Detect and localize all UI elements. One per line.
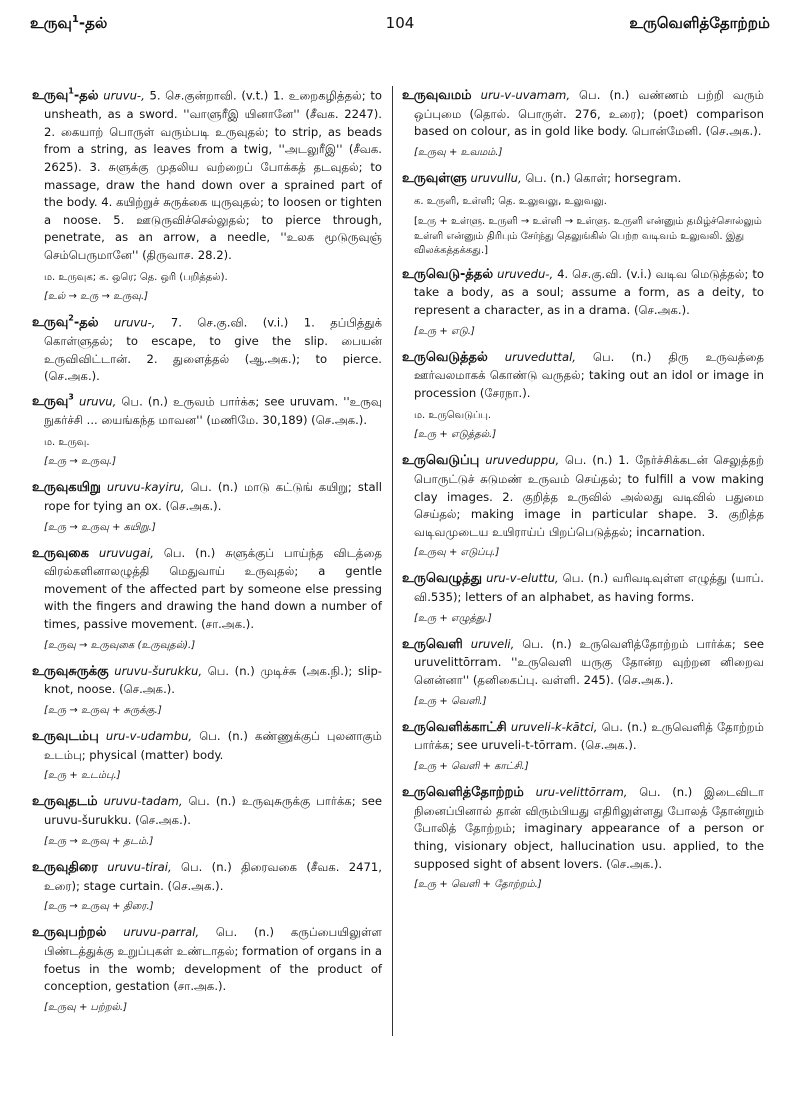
- dictionary-entry: [402, 169, 764, 189]
- entry-transliteration: uruvu-,: [113, 315, 156, 330]
- entry-cognates: ம. உருவு.: [44, 436, 90, 448]
- entry-headword: உருவுசுருக்கு: [32, 663, 109, 679]
- dictionary-entry: [402, 265, 764, 320]
- entry-transliteration: uruvugai,: [98, 545, 154, 560]
- entry-transliteration: uru-velittōrram,: [535, 785, 628, 800]
- entry-cognates: ம. உருவெடுப்பு.: [414, 409, 492, 421]
- dictionary-entry: [402, 569, 764, 606]
- entry-transliteration: uruvu-tirai,: [107, 859, 172, 874]
- entry-homonym-number: 1: [68, 87, 74, 96]
- dictionary-entry: [402, 86, 764, 141]
- entry-transliteration: uruvedu-,: [497, 266, 554, 281]
- entry-etymology: [உரு + எடு.]: [414, 325, 475, 337]
- entry-headword: உருவெடுப்பு: [402, 453, 480, 469]
- entry-etymology-note: [உரு + உள்ளு. உருளி → உள்ளி → உள்ளு. உருளி என்னும் தமிழ்ச்சொல்லும் உள்ளி என்னும் திரிபும் சேர்ந்து தெலுங்கில் பெற்ற வடிவம் உலுவலி. இது விலக்கத்தக்கது.]: [414, 216, 762, 257]
- entry-etymology: [உருவு + உவமம்.]: [414, 146, 503, 158]
- entry-etymology: [உருவு + எடுப்பு.]: [414, 547, 500, 559]
- entry-definition: பெ. (n.) வரிவடிவுள்ள எழுத்து (யாப். வி.535); letters of an alphabet, as having forms.: [414, 571, 764, 605]
- entry-etymology: [உரு + எடுத்தல்.]: [414, 429, 497, 441]
- entry-definition: பெ. (n.) முடிச்சு (அக.நி.); slip-knot, noose. (செ.அக.).: [44, 663, 382, 697]
- entry-transliteration: uruvu-šurukku,: [114, 663, 203, 678]
- entry-etymology: [உரு → உருவு + கயிறு.]: [44, 521, 156, 533]
- entry-headword-suffix: -தல்: [73, 315, 99, 331]
- entry-definition: பெ. (n.) உருவெளித்தோற்றம் பார்க்க; see uruvelittōrram. ''உருவெளி யருகு தோன்ற வுற்றன னிறைவ னென்னா'' (தனிகைப்பு. வள்ளி. 245). (செ.அக.).: [414, 636, 764, 688]
- entry-etymology: [உரு + எழுத்து.]: [414, 612, 492, 624]
- entry-etymology: [உருவு → உருவுகை (உருவுதல்).]: [44, 639, 196, 651]
- entry-headword: உருவெளிக்காட்சி: [402, 719, 507, 735]
- entry-etymology: [உருவு + பற்றல்.]: [44, 1001, 127, 1013]
- entry-headword: உருவுபற்றல்: [32, 925, 107, 941]
- entry-homonym-number: 3: [68, 392, 74, 402]
- entry-headword: உருவெளி: [402, 636, 463, 652]
- column-divider: [392, 86, 393, 1036]
- entry-headword: உருவு$^1$: [32, 87, 74, 104]
- entry-definition: பெ. (n.) சுளுக்குப் பாய்ந்த விடத்தை விரல்களினாலழுத்தி மெதுவாய் உருவுதல்; a gentle movement of the affected part by someone else pressing with the fingers and drawing the hand down a number of times, passive movement. (சா.அக.).: [44, 545, 383, 632]
- dictionary-entry: [32, 313, 382, 386]
- entry-definition: பெ. (n.) உருவெளித் தோற்றம் பார்க்க; see uruveli-t-tōrram. (செ.அக.).: [414, 719, 764, 753]
- entry-definition: பெ. (n.) கண்ணுக்குப் புலனாகும் உடம்பு; physical (matter) body.: [44, 729, 382, 762]
- entry-definition: பெ. (n.) கொள்; horsegram.: [521, 170, 682, 185]
- header-right-guide-word: உருவெளித்தோற்றம்: [629, 14, 770, 32]
- entry-definition: பெ. (n.) வண்ணம் பற்றி வரும் ஒப்புமை (தொல். பொருள். 276, உரை); (poet) comparison based on colour, as in gold like body. பொன்மேனி. (செ.அக.).: [414, 88, 765, 139]
- entry-etymology: [உரு → உருவு.]: [44, 456, 116, 468]
- entry-homonym-number: 2: [68, 314, 74, 324]
- entry-definition: 4. செ.கு.வி. (v.i.) வடிவ மெடுத்தல்; to take a body, as a soul; assume a form, as a deity, to represent a character, as in a drama. (செ.அக.).: [414, 266, 765, 318]
- entry-headword: உருவுதிரை: [32, 859, 98, 875]
- page-number: 104: [385, 14, 415, 32]
- entry-transliteration: uru-v-eluttu,: [486, 571, 559, 586]
- dictionary-entry: [32, 923, 382, 996]
- entry-definition: 7. செ.கு.வி. (v.i.) 1. தப்பித்துக் கொள்ளுதல்; to escape, to give the slip. பையன் உருவிவிட்டான். 2. துளைத்தல் (ஆ.அக.); to pierce. (செ.அக.).: [44, 315, 382, 384]
- entry-definition: பெ. (n.) இடைவிடா நினைப்பினால் தான் விரும்பியது எதிரிலுள்ளது போலத் தோன்றும் போலித் தோற்றம்; imaginary appearance of a person or thing, visionary object, hallucination usu. applied, to the supposed sight of absent lovers. (செ.அக.).: [414, 785, 764, 871]
- header-left-suffix: -தல்: [78, 14, 108, 32]
- entry-cognates: க. உருளி, உள்ளி; தெ. உலுவலு, உலுவலு.: [414, 195, 607, 207]
- entry-transliteration: uruveli-k-kātci,: [510, 719, 598, 734]
- entry-definition: பெ. (n.) கருப்பையிலுள்ள பிண்டத்துக்கு உறுப்புகள் உண்டாதல்; formation of organs in a foetus in the womb; development of the product of conception, gestation (சா.அக.).: [44, 925, 382, 994]
- dictionary-entry: [32, 662, 382, 699]
- entry-transliteration: uruveduppu,: [485, 453, 560, 468]
- entry-headword: உருவுவமம்: [402, 88, 472, 103]
- entry-headword: உருவெழுத்து: [402, 571, 483, 587]
- dictionary-entry: [32, 392, 382, 430]
- entry-transliteration: uruvu-,: [103, 88, 145, 103]
- entry-headword: உருவெடு: [402, 266, 461, 282]
- dictionary-entry: [402, 783, 764, 873]
- entry-definition: பெ. (n.) 1. நேர்ச்சிக்கடன் செலுத்தற் பொருட்டுச் சுடுமண் உருவம் செய்தல்; to fulfill a vow making clay images. 2. குறித்த உருவில் அல்லது வடிவில் பதுமை செய்தல்; making image in particular shape. 3. குறித்த வடிவமுடைய உயிராய்ப் பிறப்பெடுத்தல்; incarnation.: [414, 453, 764, 539]
- dictionary-entry: [32, 86, 382, 265]
- dictionary-entry: [32, 792, 382, 829]
- entry-headword: உருவு$^3$: [32, 392, 74, 410]
- entry-headword: உருவுகயிறு: [32, 480, 101, 496]
- dictionary-entry: [32, 858, 382, 895]
- entry-etymology: [உல் → உரு → உருவு.]: [44, 291, 149, 303]
- entry-headword: உருவுகை: [32, 545, 89, 561]
- entry-definition: பெ. (n.) உருவம் பார்க்க; see uruvam. ''உருவு நுகர்ச்சி ... யைங்கந்த மாவன'' (மணிமே. 30,189) (செ.அக.).: [44, 394, 382, 428]
- entry-etymology: [உரு + வெளி.]: [414, 695, 487, 707]
- entry-headword: உருவு$^2$: [32, 314, 74, 331]
- entry-transliteration: uruvu-parral,: [123, 925, 200, 940]
- dictionary-entry: [32, 478, 382, 515]
- page-header: [30, 12, 770, 38]
- entry-cognates: ம. உருவுக; க. ஒரெ; தெ. ஒரி (பறித்தல்).: [44, 271, 228, 283]
- right-column: [402, 86, 764, 901]
- entry-headword: உருவெளித்தோற்றம்: [402, 785, 524, 801]
- entry-headword: உருவுதடம்: [32, 794, 98, 810]
- entry-etymology: [உரு → உருவு + சுருக்கு.]: [44, 705, 162, 717]
- entry-definition: பெ. (n.) மாடு கட்டுங் கயிறு; stall rope for tying an ox. (செ.அக.).: [44, 480, 382, 513]
- entry-headword: உருவுள்ளு: [402, 170, 467, 186]
- entry-transliteration: uruvu-tadam,: [103, 794, 183, 809]
- entry-transliteration: uruvu,: [78, 394, 117, 409]
- dictionary-entry: [402, 718, 764, 755]
- entry-etymology: [உரு + வெளி + தோற்றம்.]: [414, 879, 542, 891]
- entry-transliteration: uruvu-kayiru,: [106, 480, 185, 495]
- entry-headword-suffix: -த்தல்: [460, 266, 494, 282]
- entry-definition: பெ. (n.) திரு உருவத்தை ஊர்வலமாகக் கொண்டு வருதல்; taking out an idol or image in procession (சேரநா.).: [414, 349, 764, 401]
- entry-transliteration: uruveli,: [470, 636, 515, 651]
- entry-transliteration: uruveduttal,: [504, 349, 576, 364]
- entry-definition: பெ. (n.) திரைவகை (சீவக. 2471, உரை); stage curtain. (செ.அக.).: [44, 859, 382, 893]
- header-left-word: உருவு: [30, 14, 72, 32]
- entry-transliteration: uru-v-udambu,: [105, 729, 193, 744]
- dictionary-entry: [32, 544, 382, 634]
- left-column: [32, 86, 382, 1024]
- entry-etymology: [உரு + வெளி + காட்சி.]: [414, 761, 529, 773]
- dictionary-entry: [402, 451, 764, 541]
- entry-etymology: [உரு → உருவு + தடம்.]: [44, 835, 154, 847]
- entry-transliteration: uruvullu,: [470, 170, 522, 185]
- dictionary-entry: [32, 727, 382, 764]
- entry-transliteration: uru-v-uvamam,: [480, 88, 571, 102]
- entry-definition: பெ. (n.) உருவுசுருக்கு பார்க்க; see uruvu-šurukku. (செ.அக.).: [44, 794, 382, 828]
- entry-etymology: [உரு + உடம்பு.]: [44, 770, 121, 782]
- entry-etymology: [உரு → உருவு + திரை.]: [44, 901, 154, 913]
- dictionary-entry: [402, 348, 764, 403]
- dictionary-entry: [402, 635, 764, 690]
- entry-headword-suffix: -தல்: [73, 88, 99, 104]
- entry-definition: 5. செ.குன்றாவி. (v.t.) 1. உறைகழித்தல்; to unsheath, as a sword. ''வாளுரீஇ யினானே'' (சீவக. 2247). 2. கையாற் பொருள் வரும்படி உருவுதல்; to strip, as beads from a string, as leaves from a twig, ''அடலுரீஇ'' (சீவக. 2625). 3. சுளுக்கு முதலிய வற்றைப் போக்கத் தடவுதல்; to massage, draw the hand down over a sprained part of the body. 4. கயிற்றுச் சுருக்கை யுருவுதல்; to loosen or tighten a noose. 5. ஊடுருவிச்செல்லுதல்; to pierce through, penetrate, as an arrow, a needle, ''உலக மூடுருவுஞ் செம்பெருமானே'' (திருவாச. 28.2).: [44, 88, 383, 262]
- entry-headword: உருவுடம்பு: [32, 729, 99, 745]
- header-left-sup: 1: [71, 14, 79, 25]
- entry-headword: உருவெடுத்தல்: [402, 349, 488, 365]
